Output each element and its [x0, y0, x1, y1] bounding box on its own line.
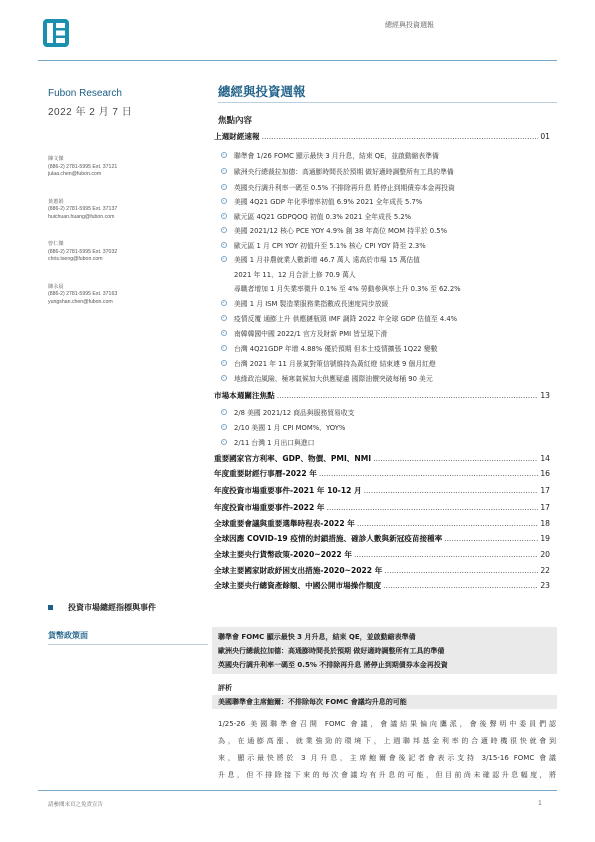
list-item: 英國央行調升利率一碼至 0.5% 不排除再升息 將停止到期債券本金再投資: [221, 182, 455, 192]
side-category-label: 貨幣政策面: [48, 631, 88, 640]
bullet-icon: [221, 256, 227, 262]
toc-leader: [262, 132, 539, 141]
bullet-icon: [221, 424, 227, 430]
bullet-icon: [221, 168, 227, 174]
toc-row[interactable]: [214, 390, 550, 401]
toc-label: 全球重要會議與重要選舉時程表-2022 年: [214, 519, 355, 528]
fubon-logo-icon: [43, 19, 69, 47]
toc-leader: [326, 503, 538, 512]
list-item: 南韓韓國中國 2022/1 官方及財新 PMI 皆呈現下滑: [221, 328, 387, 338]
list-item: 美國 1 月 ISM 製造業服務業指數成長速度同步放緩: [221, 298, 388, 308]
bullet-icon: [221, 439, 227, 445]
list-item: 疫情反覆 通膨上升 供應鏈瓶頸 IMF 調降 2022 年全球 GDP 估值至 4.4%: [221, 313, 457, 323]
contact-entry: [48, 199, 208, 222]
toc-heading: 焦點內容: [218, 116, 253, 126]
contact-email[interactable]: julaa.chen@fubon.com: [48, 171, 102, 177]
title-divider: [218, 102, 557, 103]
list-item-continuation: 尋職者增加 1 月失業率微升 0.1% 至 4% 勞動參與率上升 0.3% 至 62.2%: [234, 285, 461, 293]
body-text-line: 來，顯示最快將於 3 月升息，主席鮑爾會後記者會表示支持 3/15-16 FOMC 會議: [218, 754, 556, 762]
toc-page: 16: [540, 469, 550, 478]
list-item: 聯準會 1/26 FOMC 顯示最快 3 月升息，結束 QE，並啟動縮表準備: [221, 150, 439, 160]
toc-label: 上週財經速報: [214, 132, 260, 141]
contact-name: 曾仁傑: [48, 241, 64, 247]
toc-leader: [277, 391, 539, 400]
toc-label: 年度投資市場重要事件-2021 年 10-12 月: [214, 486, 362, 495]
bullet-icon: [221, 375, 227, 381]
toc-label: 全球主要央行貨幣政策-2020~2022 年: [214, 550, 352, 559]
toc-row[interactable]: [214, 468, 550, 479]
list-item: 台灣 2021 年 11 月景氣對策信號維持為黃紅燈 結束連 9 個月紅燈: [221, 358, 436, 368]
toc-row[interactable]: [214, 485, 550, 496]
bullet-icon: [221, 152, 227, 158]
bullet-icon: [221, 360, 227, 366]
toc-page: 17: [540, 486, 550, 495]
body-text-line: 為，在通膨高漲、就業強勁的環境下，上週聯邦基金利率的合適時機很快就會到: [218, 737, 556, 745]
comment-label: 評析: [218, 684, 232, 692]
toc-leader: [357, 519, 538, 528]
section-square-icon: [48, 605, 53, 610]
contact-entry: [48, 284, 208, 307]
toc-row[interactable]: [214, 518, 550, 529]
toc-page: 17: [540, 503, 550, 512]
toc-leader: [364, 486, 539, 495]
toc-leader: [354, 550, 538, 559]
highlight-line: 聯準會 FOMC 顯示最快 3 月升息，結束 QE，並啟動縮表準備: [218, 633, 416, 641]
toc-row[interactable]: [214, 580, 550, 591]
header-report-title: 總經與投資週報: [385, 21, 434, 29]
toc-row[interactable]: [214, 502, 550, 513]
toc-label: 年度重要財經行事曆-2022 年: [214, 469, 317, 478]
toc-page: 01: [540, 132, 550, 141]
bullet-icon: [221, 315, 227, 321]
page-number: 1: [538, 800, 542, 807]
section-title: 投資市場總經指標與事件: [68, 603, 156, 612]
list-item: 歐元區 1 月 CPI YOY 初值升至 5.1% 核心 CPI YOY 降至 2.3%: [221, 240, 426, 250]
bullet-icon: [221, 198, 227, 204]
list-item: 歐元區 4Q21 GDPQOQ 初值 0.3% 2021 全年成長 5.2%: [221, 211, 411, 221]
contact-phone: (886-2) 2781-5995 Ext. 37032: [48, 248, 118, 255]
bullet-icon: [221, 345, 227, 351]
toc-label: 全球因應 COVID-19 疫情的封鎖措施、確診人數與新冠疫苗接種率: [214, 534, 443, 543]
toc-page: 18: [540, 519, 550, 528]
analysis-subtitle: 美國聯準會主席鮑爾：不排除每次 FOMC 會議均升息的可能: [218, 698, 407, 706]
contact-name: 陳永晨: [48, 283, 64, 290]
bullet-icon: [221, 227, 227, 233]
list-item: 台灣 4Q21GDP 年增 4.88% 優於預期 但本土疫情擴張 1Q22 變數: [221, 343, 438, 353]
bullet-icon: [221, 184, 227, 190]
contact-name: 黃蕙娟: [48, 198, 64, 205]
list-item: 歐洲央行總裁拉加德：高通膨時間長於預期 做好適時調整所有工具的準備: [221, 166, 454, 176]
toc-leader: [319, 469, 538, 478]
highlight-line: 英國央行調升利率一碼至 0.5% 不排除再升息 將停止到期債券本金再投資: [218, 661, 448, 669]
toc-page: 20: [540, 550, 550, 559]
toc-page: 19: [540, 534, 550, 543]
body-text-line: 1/25-26 美國聯準會召開 FOMC 會議，會議結果偏向鷹派，會後聲明中委員們認: [218, 720, 556, 728]
toc-page: 22: [540, 566, 550, 575]
report-date: 2022 年 2 月 7 日: [48, 107, 133, 118]
contact-phone: (886-2) 2781-5995 Ext. 37163: [48, 291, 118, 297]
toc-label: 重要國家官方利率、GDP、物價、PMI、NMI: [214, 454, 372, 463]
list-item: 地緣政治風險、極寒氣候加大供應疑慮 國際油價突破每桶 90 美元: [221, 373, 433, 383]
list-item: 2/11 台灣 1 月出口與進口: [221, 437, 314, 447]
page-title: 總經與投資週報: [218, 84, 306, 99]
list-item: 美國 1 月非農就業人數新增 46.7 萬人 遠高於市場 15 萬估值: [221, 254, 420, 264]
toc-row[interactable]: [214, 131, 550, 142]
toc-label: 全球主要國家財政紓困支出措施-2020~2022 年: [214, 566, 383, 575]
contact-phone: (886-2) 2781-5995 Ext. 37121: [48, 163, 118, 170]
toc-row[interactable]: [214, 533, 550, 544]
toc-leader: [384, 566, 538, 575]
toc-leader: [444, 534, 538, 543]
footer-disclaimer[interactable]: 請參閱末頁之免責宣告: [48, 802, 104, 808]
toc-row[interactable]: [214, 549, 550, 560]
bullet-icon: [221, 330, 227, 336]
contact-email[interactable]: chris.tseng@fubon.com: [48, 256, 103, 262]
toc-page: 13: [540, 391, 550, 400]
toc-row[interactable]: [214, 453, 550, 464]
side-divider: [48, 644, 208, 645]
list-item: 2/8 美國 2021/12 商品與服務貿易收支: [221, 407, 354, 417]
toc-page: 14: [540, 454, 550, 463]
list-item-continuation: 2021 年 11、12 月合計上修 70.9 萬人: [234, 271, 356, 279]
list-item: 美國 4Q21 GDP 年化季增率初值 6.9% 2021 全年成長 5.7%: [221, 196, 422, 206]
contact-entry: [48, 156, 208, 179]
list-item: 2/10 美國 1 月 CPI MOM%、YOY%: [221, 422, 345, 432]
contact-phone: (886-2) 2781-5995 Ext. 37137: [48, 206, 118, 212]
bullet-icon: [221, 213, 227, 219]
list-item: 美國 2021/12 核心 PCE YOY 4.9% 創 38 年高位 MOM 持平於 0.5%: [221, 225, 447, 235]
toc-label: 市場本週關注焦點: [214, 391, 275, 400]
bullet-icon: [221, 300, 227, 306]
highlight-line: 歐洲央行總裁拉加德：高通膨時間長於預期 做好適時調整所有工具的準備: [218, 647, 445, 655]
brand-name: Fubon Research: [48, 88, 122, 99]
toc-page: 23: [540, 581, 550, 590]
analyst-contacts: [48, 156, 208, 326]
toc-leader: [383, 581, 538, 590]
toc-row[interactable]: [214, 565, 550, 576]
contact-entry: [48, 241, 208, 264]
bullet-icon: [221, 409, 227, 415]
toc-label: 年度投資市場重要事件-2022 年: [214, 503, 325, 512]
toc-label: 全球主要央行總資產餘額、中國公開市場操作額度: [214, 581, 382, 590]
contact-name: 陳文傑: [48, 156, 64, 162]
contact-email[interactable]: yungshan.chen@fubon.com: [48, 298, 113, 305]
body-text-line: 升息，但不排除接下來的每次會議均有升息的可能，但目前尚未確認升息幅度，將: [218, 771, 556, 779]
toc-leader: [373, 454, 538, 463]
bullet-icon: [221, 242, 227, 248]
contact-email[interactable]: huichuan.huang@fubon.com: [48, 213, 115, 220]
footer-divider: [38, 790, 557, 791]
header-divider: [38, 60, 557, 61]
